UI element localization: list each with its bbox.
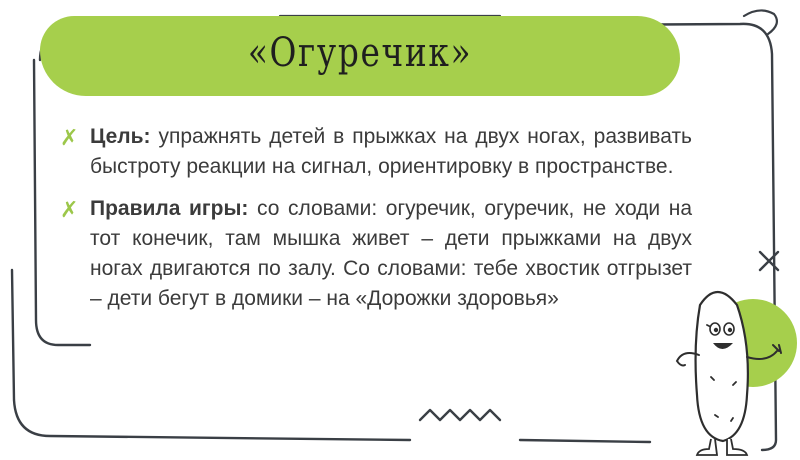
- list-item-goal: [60, 122, 692, 182]
- list-item-rules: [60, 194, 692, 314]
- item-body: со словами: огуречик, огуречик, не ходи на тот конечик, там мышка живет – дети прыжками на двух ногах двигаются по залу. Со словами: тебе хвостик отгрызет – дети бегут в домики – на «Дорожки здоровья»: [90, 197, 692, 310]
- x-mark-icon: ✗: [60, 126, 79, 151]
- frame-corner-curl: [744, 10, 777, 34]
- item-text: [90, 122, 692, 182]
- item-body: упражнять детей в прыжках на двух ногах, развивать быстроту реакции на сигнал, ориентировку в пространстве.: [90, 125, 692, 178]
- left-shoe: [697, 439, 717, 455]
- item-label: Правила игры:: [90, 197, 249, 220]
- item-label: Цель:: [90, 125, 151, 148]
- item-text: [90, 194, 692, 314]
- content-list: [60, 122, 692, 314]
- cucumber-character-icon: [655, 285, 800, 460]
- zigzag-decoration: [420, 410, 500, 420]
- cucumber-body: [696, 292, 748, 441]
- page-title: «Огуречик»: [247, 30, 473, 76]
- right-shoe: [727, 439, 747, 455]
- x-mark-icon: ✗: [60, 198, 79, 223]
